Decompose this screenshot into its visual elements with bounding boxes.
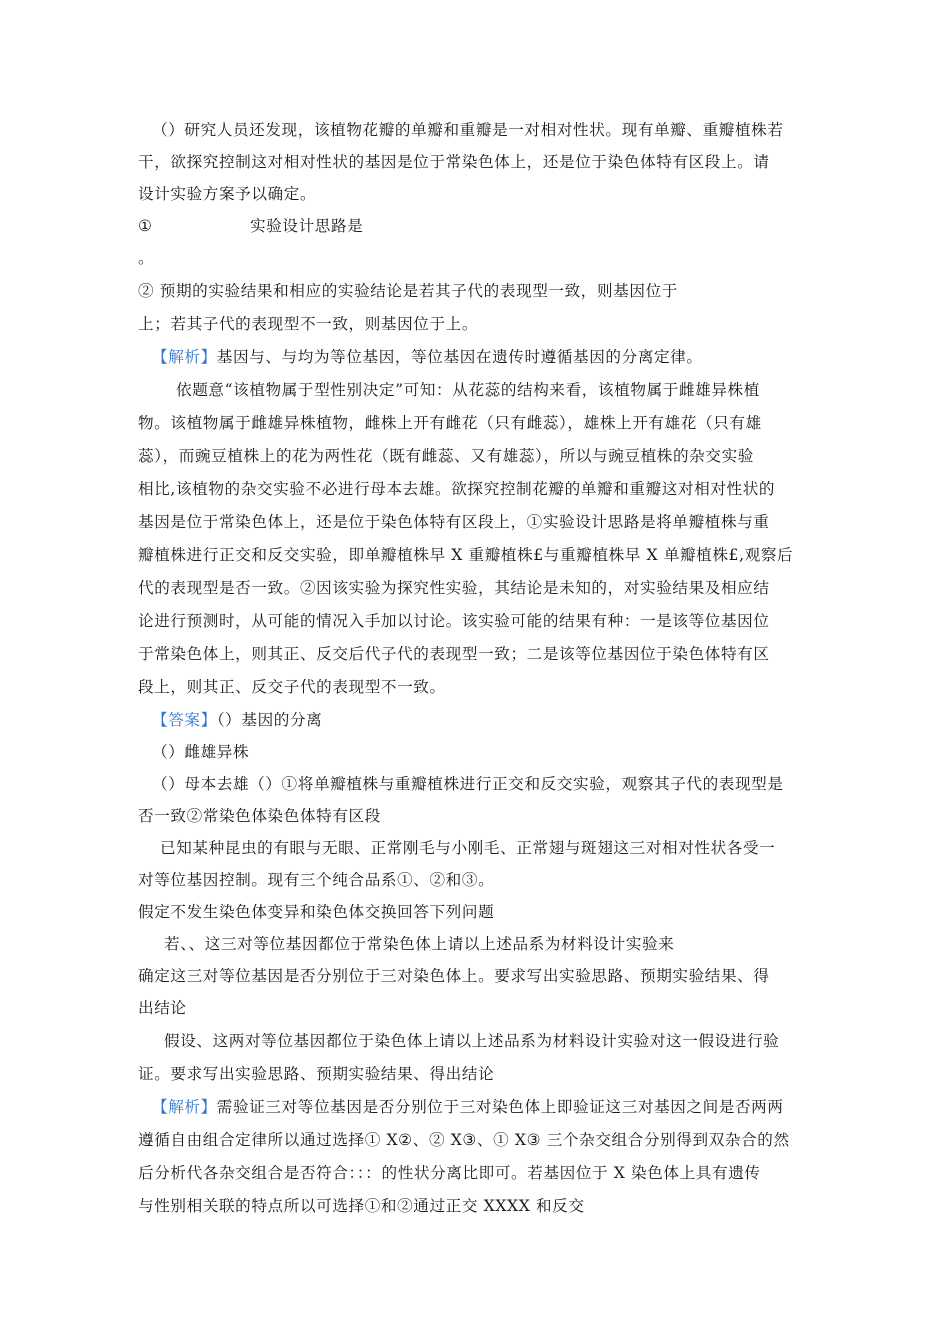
text-line: 确定这三对等位基因是否分别位于三对染色体上。要求写出实验思路、预期实验结果、得	[138, 967, 770, 985]
text-line: ①	[138, 217, 153, 235]
text-line: 代的表现型是否一致。②因该实验为探究性实验，其结论是未知的，对实验结果及相应结	[138, 579, 770, 597]
text-line: 依题意“该植物属于型性别决定”可知：从花蕊的结构来看，该植物属于雌雄异株植	[176, 381, 760, 399]
text-line: ② 预期的实验结果和相应的实验结论是若其子代的表现型一致，则基因位于	[138, 282, 678, 300]
text-line: 若、、这三对等位基因都位于常染色体上请以上述品系为材料设计实验来	[164, 935, 675, 953]
analysis-paragraph-line: 【解析】基因与、与均为等位基因，等位基因在遗传时遵循基因的分离定律。	[152, 348, 703, 366]
text-line: （）雌雄异株	[152, 743, 250, 761]
text-line: 相比,该植物的杂交实验不必进行母本去雄。欲探究控制花瓣的单瓣和重瓣这对相对性状的	[138, 480, 776, 498]
text-line: 实验设计思路是	[250, 217, 364, 235]
text-line: 已知某种昆虫的有眼与无眼、正常刚毛与小刚毛、正常翅与斑翅这三对相对性状各受一	[160, 839, 776, 857]
text-line: 设计实验方案予以确定。	[138, 185, 317, 203]
text-line: 证。要求写出实验思路、预期实验结果、得出结论	[138, 1065, 495, 1083]
text-line: 瓣植株进行正交和反交实验，即单瓣植株早 X 重瓣植株£与重瓣植株早 X 单瓣植株£,观察后	[138, 546, 794, 564]
text-line: 于常染色体上，则其正、反交后代子代的表现型一致；二是该等位基因位于染色体特有区	[138, 645, 770, 663]
text-line: （）母本去雄（）①将单瓣植株与重瓣植株进行正交和反交实验，观察其子代的表现型是	[152, 775, 784, 793]
text-line: 基因是位于常染色体上，还是位于染色体特有区段上，①实验设计思路是将单瓣植株与重	[138, 513, 770, 531]
text-line: （）研究人员还发现，该植物花瓣的单瓣和重瓣是一对相对性状。现有单瓣、重瓣植株若	[152, 121, 784, 139]
text-line: 上；若其子代的表现型不一致，则基因位于上。	[138, 315, 479, 333]
text-line: 与性别相关联的特点所以可选择①和②通过正交 XXXX 和反交	[138, 1197, 585, 1215]
text-line: 假定不发生染色体变异和染色体交换回答下列问题	[138, 903, 495, 921]
text-line: 对等位基因控制。现有三个纯合品系①、②和③。	[138, 871, 495, 889]
text-line: 假设、这两对等位基因都位于染色体上请以上述品系为材料设计实验对这一假设进行验	[164, 1032, 780, 1050]
answer-tag: 【答案】	[152, 711, 217, 729]
text-line: 。	[138, 249, 155, 267]
text-line: 段上，则其正、反交子代的表现型不一致。	[138, 678, 446, 696]
answer-line: 【答案】（）基因的分离	[152, 711, 323, 729]
analysis-tag: 【解析】	[152, 348, 217, 366]
text-line: 后分析代各杂交组合是否符合：：：的性状分离比即可。若基因位于 X 染色体上具有遗传	[138, 1164, 761, 1182]
text-line: 蕊），而豌豆植株上的花为两性花（既有雌蕊、又有雄蕊），所以与豌豆植株的杂交实验	[138, 447, 754, 465]
analysis-paragraph-line: 【解析】需验证三对等位基因是否分别位于三对染色体上即验证这三对基因之间是否两两	[152, 1098, 784, 1116]
text-line: 否一致②常染色体染色体特有区段	[138, 807, 381, 825]
text-line: 出结论	[138, 999, 187, 1017]
text-line: 干，欲探究控制这对相对性状的基因是位于常染色体上，还是位于染色体特有区段上。请	[138, 153, 770, 171]
analysis-tag: 【解析】	[152, 1098, 217, 1116]
text-line: 论进行预测时，从可能的情况入手加以讨论。该实验可能的结果有种：一是该等位基因位	[138, 612, 770, 630]
text-line: 物。该植物属于雌雄异株植物，雌株上开有雌花（只有雌蕊），雄株上开有雄花（只有雄	[138, 414, 762, 432]
text-line: 遵循自由组合定律所以通过选择① X②、② X③、① X③ 三个杂交组合分别得到双杂合的然	[138, 1131, 790, 1149]
